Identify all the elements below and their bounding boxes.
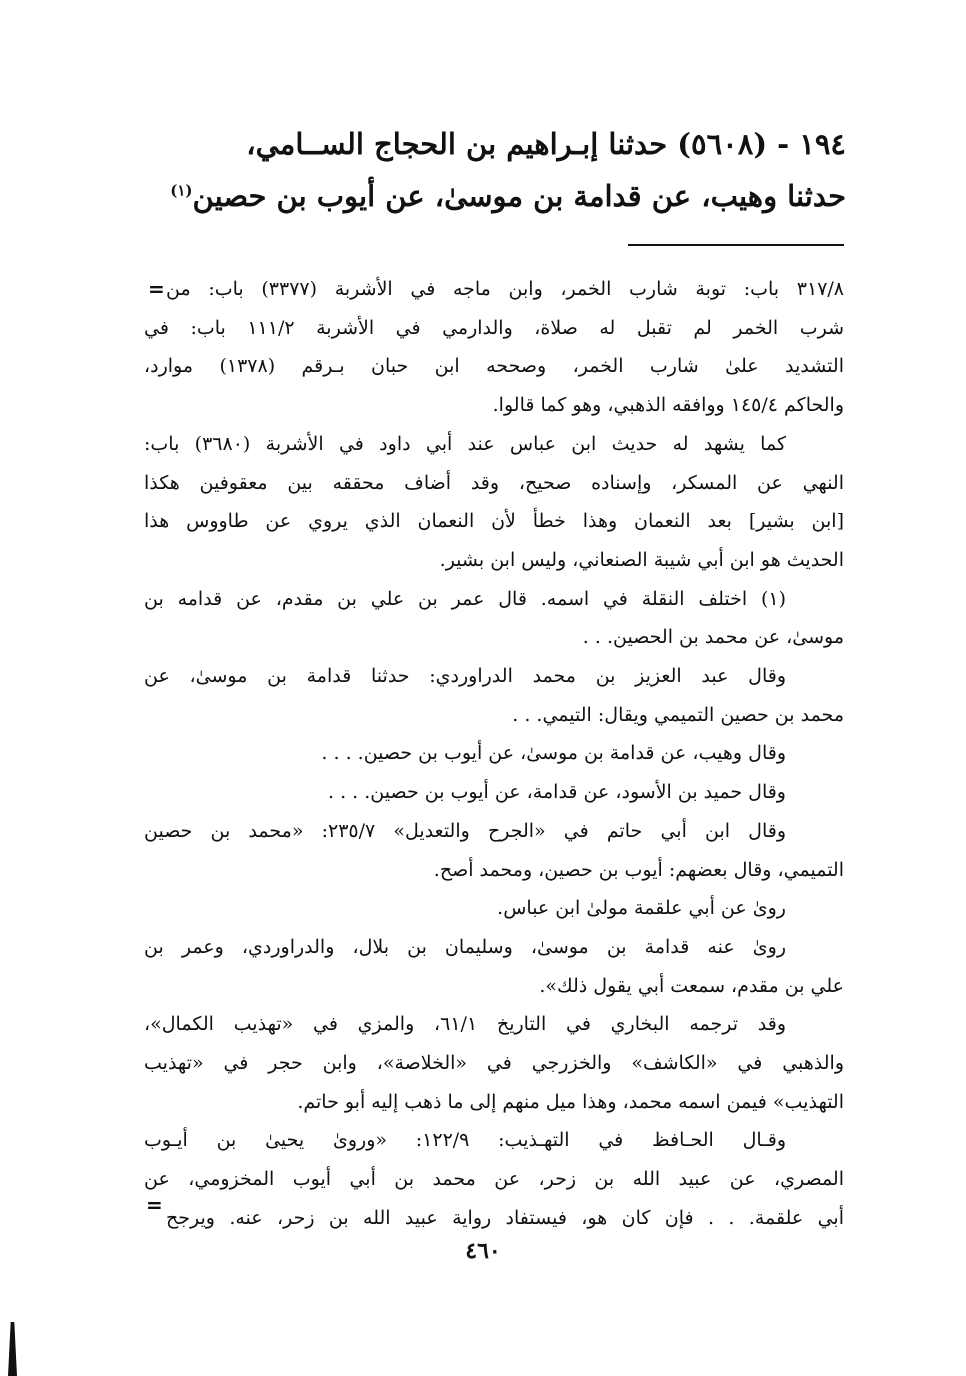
footnote-line: وقال ابن أبي حاتم في «الجرح والتعديل» ٢٣٥/٧: «محمد بن حصين xyxy=(144,819,786,842)
footnote-line: موسىٰ، عن محمد بن الحصين. . . xyxy=(582,626,844,649)
footnote-line: والذهبي في «الكاشف» والخزرجي في «الخلاصة»، وابن حجر في «تهذيب xyxy=(144,1052,844,1075)
scan-edge-mark xyxy=(8,1322,17,1376)
footnote-line: وقال وهيب، عن قدامة بن موسىٰ، عن أيوب بن حصين. . . . xyxy=(321,742,786,765)
footnotes xyxy=(144,270,844,1238)
footnote-line: روىٰ عنه قدامة بن موسىٰ، وسليمان بن بلال، والدراوردي، وعمر بن xyxy=(144,935,786,958)
footnote-line: (١) اختلف النقلة في اسمه. قال عمر بن علي بن مقدم، عن قدامه بن xyxy=(144,587,786,610)
hadith-heading xyxy=(140,118,846,222)
continuation-mark-top: = xyxy=(148,277,165,301)
footnote-line: محمد بن حصين التميمي ويقال: التيمي. . . xyxy=(512,703,844,726)
footnote-line: وقد ترجمه البخاري في التاريخ ٦١/١، والمزي في «تهذيب الكمال»، xyxy=(144,1013,786,1036)
heading-line-1: ١٩٤ - (٥٦٠٨) حدثنا إبـراهيم بن الحجاج الســامي، xyxy=(246,127,846,161)
continuation-mark-bottom: = xyxy=(146,1193,163,1217)
footnote-reference: (١) xyxy=(170,181,193,200)
footnote-line: وقـال الحـافظ في التهـذيب: ١٢٢/٩: «وروىٰ يحيىٰ بن أيـوب xyxy=(144,1129,786,1152)
footnote-line: وقال حميد بن الأسود، عن قدامة، عن أيوب بن حصين. . . . xyxy=(328,781,786,804)
footnote-line: شرب الخمر لم تقبل له صلاة، والدارمي في الأشربة ١١١/٢ باب: في xyxy=(144,316,844,339)
footnote-line: وقال عبد العزيز بن محمد الدراوردي: حدثنا قدامة بن موسىٰ، عن xyxy=(144,665,786,688)
footnote-line: كما يشهد له حديث ابن عباس عند أبي داود في الأشربة (٣٦٨٠) باب: xyxy=(144,432,786,455)
footnote-line: [ابن بشير] بعد النعمان وهذا خطأ لأن النعمان الذي يروي عن طاووس هذا xyxy=(144,510,844,533)
footnote-line: الحديث هو ابن أبي شيبة الصنعاني، وليس ابن بشير. xyxy=(439,548,844,571)
footnote-line: النهي عن المسكر، وإسناده صحيح، وقد أضاف محققه بين معقوفين هكذا xyxy=(144,471,844,494)
heading-line-2 xyxy=(140,170,846,222)
footnote-separator xyxy=(628,244,844,246)
footnote-line: التهذيب» فيمن اسمه محمد، وهذا ميل منهم إلى ما ذهب إليه أبو حاتم. xyxy=(297,1090,844,1113)
footnote-line: أبي علقمة. . . فإن كان هو، فيستفاد رواية عبيد الله بن زحر، عنه. ويرجح xyxy=(166,1206,844,1229)
footnote-line: روىٰ عن أبي علقمة مولىٰ ابن عباس. xyxy=(497,897,786,920)
footnote-line: علي بن مقدم، سمعت أبي يقول ذلك». xyxy=(539,974,844,997)
footnote-line: التشديد علىٰ شارب الخمر، وصححه ابن حبان بـرقم (١٣٧٨) موارد، xyxy=(144,355,844,378)
page-number: ٤٦٠ xyxy=(465,1238,501,1264)
heading-line-2-text: حدثنا وهيب، عن قدامة بن موسىٰ، عن أيوب بن حصين xyxy=(192,179,846,213)
footnote-line: المصري، عن عبيد الله بن زحر، عن محمد بن أبي أيوب المخزومي، عن xyxy=(144,1168,844,1191)
footnote-line: التميمي، وقال بعضهم: أيوب بن حصين، ومحمد أصح. xyxy=(433,858,844,881)
footnote-line: ٣١٧/٨ باب: توبة شارب الخمر، وابن ماجه في الأشربة (٣٣٧٧) باب: من xyxy=(166,278,844,300)
footnote-line: والحاكم ١٤٥/٤ ووافقه الذهبي، وهو كما قالوا. xyxy=(492,394,844,417)
